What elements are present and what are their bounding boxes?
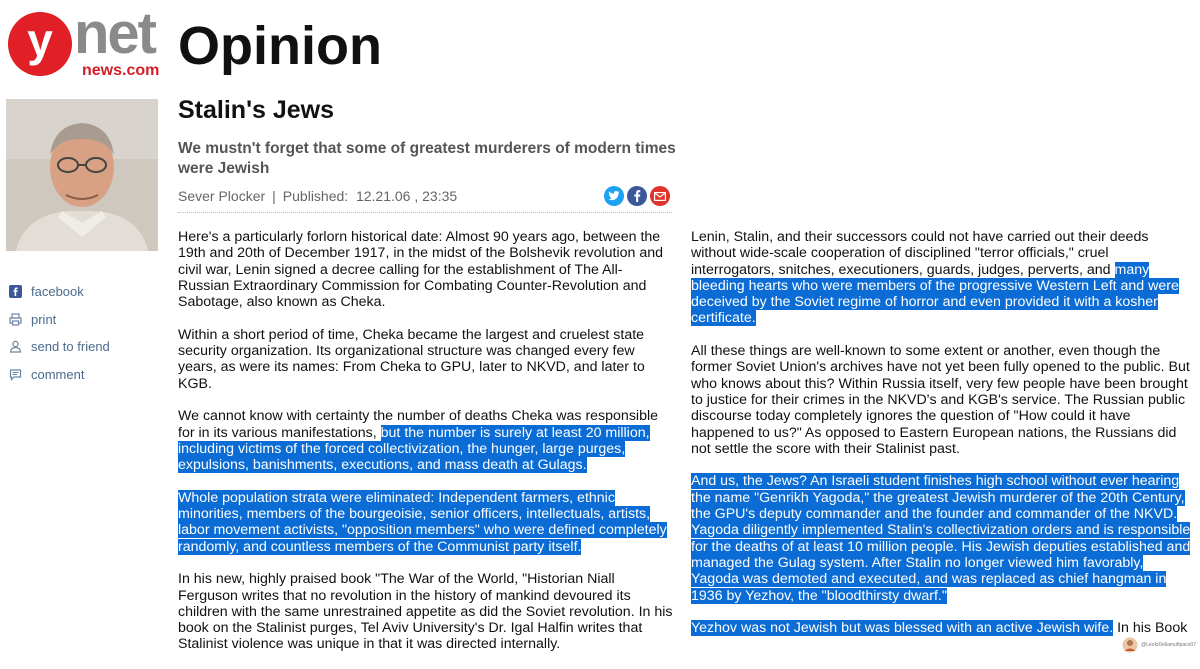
article-subheadline: We mustn't forget that some of greatest murderers of modern times were Jewish: [178, 140, 676, 177]
side-link-label: comment: [31, 366, 85, 382]
selected-text: but the number is surely at least 20 million, including victims of the forced collectivization, the hunger, large purges, expulsions, banishments, executions, and mass death at Gulags.: [178, 424, 650, 474]
paragraph: All these things are well-known to some extent or another, even though the former Soviet Union's archives have not yet been fully opened to the public. But who knows about this? Within Russia itself, very few people have been brought to justice for their crimes in the NKVD's and KGB's service. The Russian public discourse today completely ignores the question of "How could it have happened to us?" As opposed to Eastern European nations, the Russians did not settle the score with their Stalinist past.: [691, 343, 1190, 457]
selected-text: Yezhov was not Jewish but was blessed with an active Jewish wife.: [691, 620, 1114, 637]
share-buttons: [604, 186, 670, 206]
paragraph-text: In his Book: [1113, 620, 1188, 637]
author-name[interactable]: Sever Plocker: [178, 188, 266, 204]
paragraph: Here's a particularly forlorn historical date: Almost 90 years ago, between the 19th and 20th of December 1917, in the midst of the Bolshevik revolution and civil war, Lenin signed a decree calling for the establishment of The All-Russian Extraordinary Commission for Combating Counter-Revolution and Sabotage, also known as Cheka.: [178, 229, 664, 311]
article-headline: Stalin's Jews: [178, 96, 335, 124]
side-link-send-to-friend[interactable]: [8, 333, 168, 361]
facebook-icon: [8, 285, 22, 299]
published-date: 12.21.06 , 23:35: [355, 188, 458, 204]
logo-net: net: [74, 1, 155, 66]
side-link-label: print: [31, 311, 57, 327]
paragraph: [178, 408, 673, 473]
email-icon[interactable]: [650, 186, 670, 206]
article-column-right: [691, 229, 1191, 653]
paragraph-text: Lenin, Stalin, and their successors could not have carried out their deeds without wide-scale cooperation of disciplined "terror officials," cruel interrogators, snitches, executioners, guards, judges, perverts, and: [691, 229, 1149, 278]
paragraph: [691, 229, 1191, 327]
person-icon: [8, 340, 22, 354]
ynet-logo[interactable]: [8, 1, 160, 80]
paragraph-text: We cannot know with certainty the number of deaths Cheka was responsible for in its various manifestations,: [178, 408, 659, 441]
logo-y: y: [8, 12, 72, 76]
byline-divider: [178, 212, 672, 213]
article-column-left: [178, 229, 673, 669]
side-link-comment[interactable]: [8, 361, 168, 389]
side-link-print[interactable]: [8, 306, 168, 334]
comment-icon: [8, 367, 22, 381]
section-title: Opinion: [178, 16, 382, 76]
author-photo: [6, 99, 158, 251]
side-links: [8, 278, 168, 388]
byline: Sever Plocker | Published: 12.21.06 , 23:35: [178, 188, 458, 204]
published-label: Published:: [282, 188, 349, 204]
selected-text: And us, the Jews? An Israeli student finishes high school without ever hearing the name "Genrikh Yagoda," the greatest Jewish murderer of the 20th Century, the GPU's deputy commander and the founder and commander of the NKVD. Yagoda diligently implemented Stalin's collectivization orders and is responsible for the deaths of at least 10 million people. His Jewish deputies established and managed the Gulag system. After Stalin no longer viewed him favorably, Yagoda was demoted and executed, and was replaced as chief hangman in 1936 by Yezhov, the "bloodthirsty dwarf.": [691, 473, 1191, 604]
paragraph: [691, 473, 1191, 603]
selected-text: many bleeding hearts who were members of the progressive Western Left and were deceived by the Soviet regime of horror and even provided it with a kosher certificate.: [691, 261, 1179, 327]
avatar-icon: [1122, 637, 1138, 653]
paragraph: [178, 490, 673, 555]
side-link-facebook[interactable]: [8, 278, 168, 306]
twitter-icon[interactable]: [604, 186, 624, 206]
paragraph: In his new, highly praised book "The War of the World, "Historian Niall Ferguson writes that no revolution in the history of mankind devoured its children with the same unrestrained appetite as did the Soviet revolution. In his book on the Stalinist purges, Tel Aviv University's Dr. Igal Halfin writes that Stalinist violence was unique in that it was directed internally.: [178, 571, 673, 653]
print-icon: [8, 312, 22, 326]
watermark-text: @LeoloDellamuftpaco07: [1141, 642, 1196, 648]
facebook-share-icon[interactable]: [627, 186, 647, 206]
logo-news: news.com: [82, 62, 160, 79]
selected-text: Whole population strata were eliminated: Independent farmers, ethnic minorities, members of the bourgeoisie, senior officers, intellectuals, artists, labor movement activists, "opposition members" who were defined completely randomly, and countless members of the Communist party itself.: [178, 489, 667, 555]
side-link-label: send to friend: [31, 339, 110, 355]
side-link-label: facebook: [31, 284, 84, 300]
watermark-badge: [1122, 637, 1196, 653]
paragraph: Within a short period of time, Cheka became the largest and cruelest state security organization. Its organizational structure was changed every few years, as were its names: From Cheka to GPU, later to NKVD, and later to KGB.: [178, 326, 645, 392]
paragraph: [691, 620, 1191, 636]
